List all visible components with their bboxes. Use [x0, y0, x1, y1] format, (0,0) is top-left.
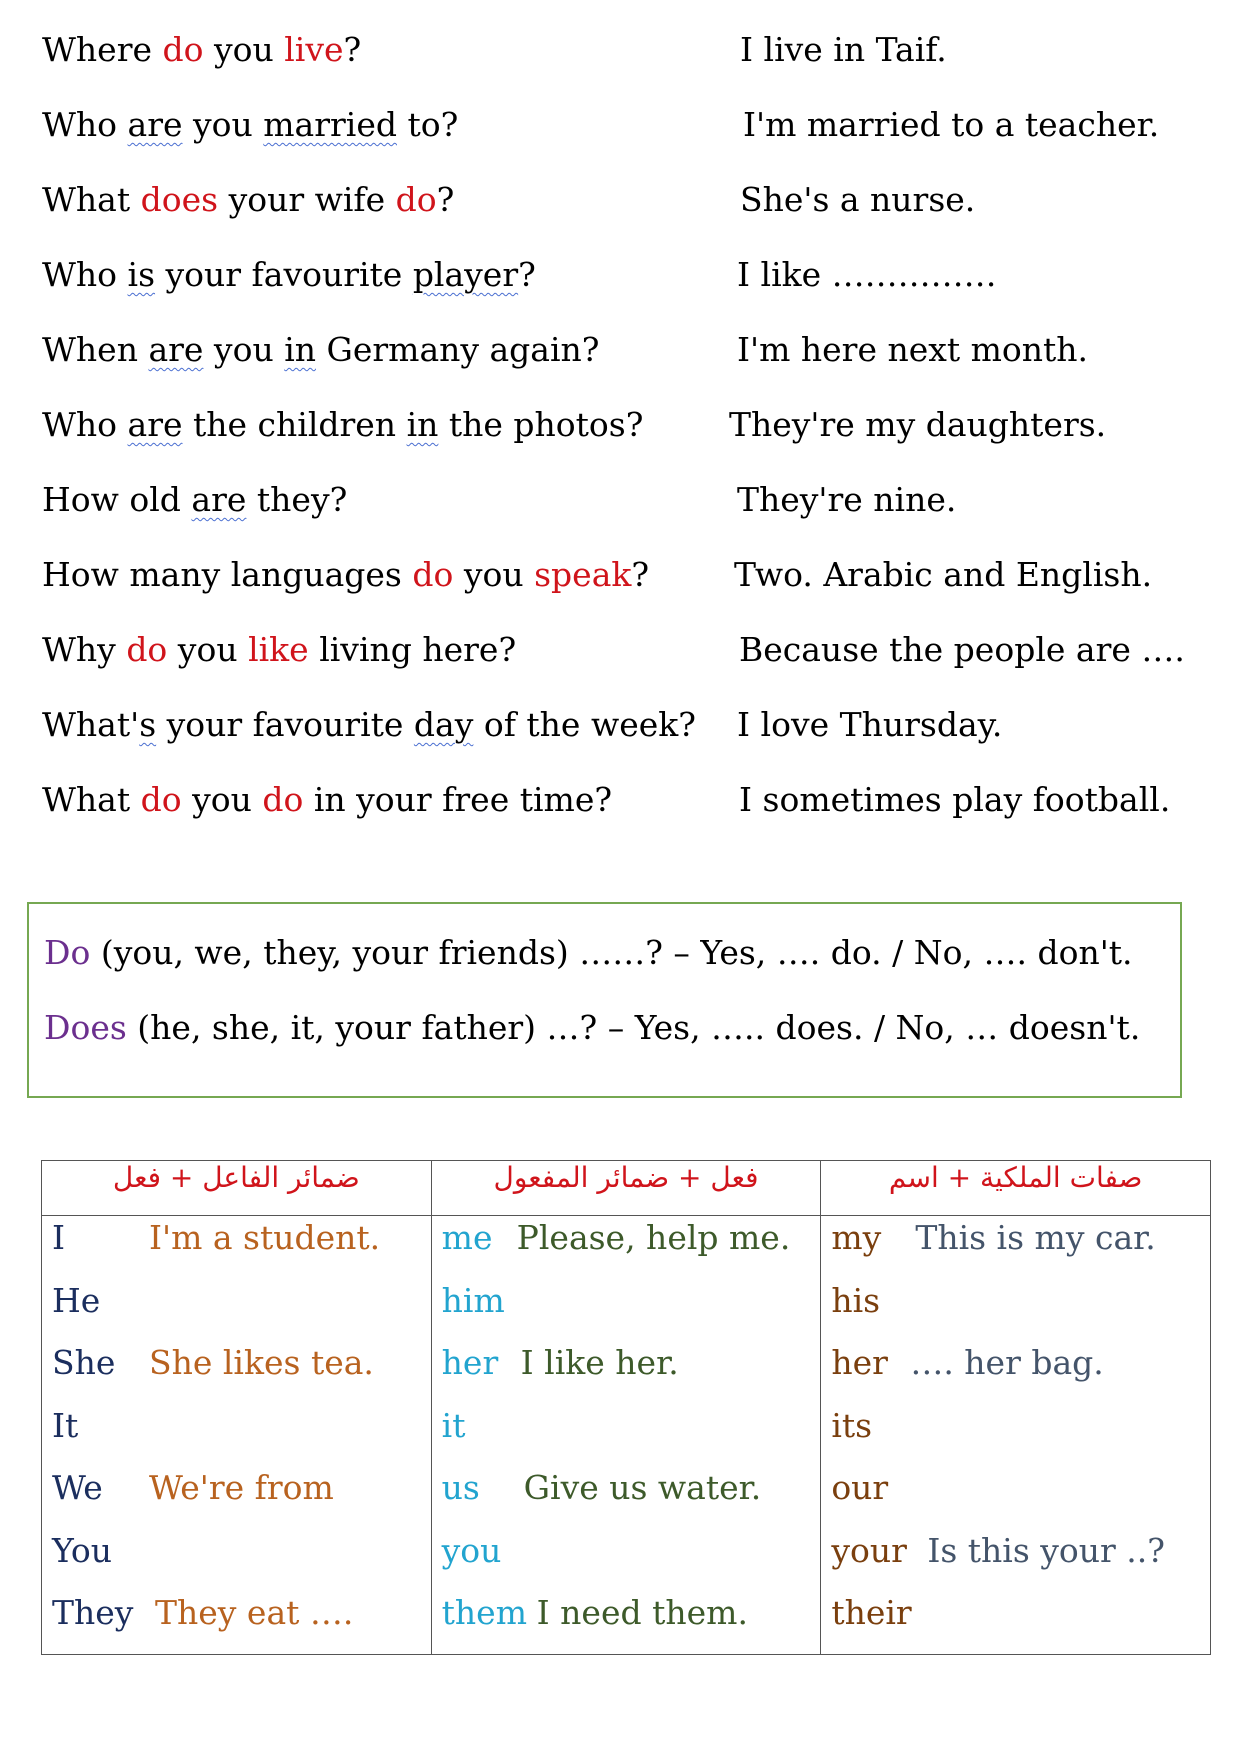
question: Who is your favourite player? [42, 255, 536, 294]
qa-row-7 [0, 478, 1241, 528]
object-pronoun-column [431, 1216, 821, 1655]
subject-pronoun: I [52, 1218, 66, 1257]
qa-row-10 [0, 703, 1241, 753]
object-pronoun: her [441, 1343, 499, 1382]
possessive-pronoun: my [831, 1218, 882, 1257]
object-row [432, 1404, 821, 1467]
possessive-adjective-column [821, 1216, 1211, 1655]
object-row [432, 1591, 821, 1654]
possessive-pronoun: its [831, 1405, 873, 1445]
object-pronoun: me [441, 1218, 493, 1257]
subject-pronoun: We [52, 1468, 103, 1507]
possessive-pronoun: your [831, 1530, 907, 1570]
possessive-row [821, 1591, 1210, 1654]
header-object-pronouns: فعل + ضمائر المفعول [431, 1161, 821, 1216]
subject-row [42, 1529, 431, 1592]
subject-pronoun: She [52, 1343, 116, 1382]
subject-pronoun: You [52, 1530, 113, 1570]
object-example: Please, help me. [516, 1218, 791, 1257]
possessive-row [821, 1341, 1210, 1404]
subject-example: We're from [149, 1468, 334, 1507]
pronoun-table [41, 1160, 1211, 1655]
possessive-row [821, 1466, 1210, 1529]
answer: I'm here next month. [737, 330, 1089, 369]
subject-row [42, 1591, 431, 1654]
qa-row-4 [0, 253, 1241, 303]
possessive-pronoun: her [831, 1343, 888, 1382]
question: Who are the children in the photos? [42, 405, 644, 444]
possessive-example: Is this your ..? [927, 1530, 1165, 1570]
possessive-example: This is my car. [915, 1218, 1156, 1257]
object-example: Give us water. [523, 1468, 762, 1507]
object-row [432, 1279, 821, 1342]
answer: I'm married to a teacher. [743, 105, 1160, 144]
object-pronoun: you [441, 1530, 502, 1570]
qa-row-6 [0, 403, 1241, 453]
qa-row-3 [0, 178, 1241, 228]
possessive-row [821, 1529, 1210, 1592]
subject-row [42, 1404, 431, 1467]
object-row [432, 1216, 821, 1279]
question: What do you do in your free time? [42, 780, 613, 819]
qa-row-1 [0, 28, 1241, 78]
subject-pronoun-column [42, 1216, 432, 1655]
answer: I like …………… [737, 255, 997, 294]
question: When are you in Germany again? [42, 330, 600, 369]
object-pronoun: him [441, 1280, 505, 1320]
possessive-pronoun: his [831, 1280, 881, 1320]
do-does-rule-box [27, 902, 1182, 1098]
subject-pronoun: They [52, 1593, 134, 1632]
do-rule: Do (you, we, they, your friends) ……? – Yes, …. do. / No, …. don't. [44, 933, 1133, 972]
answer: Two. Arabic and English. [734, 555, 1153, 594]
answer: Because the people are …. [739, 630, 1185, 669]
answer: They're my daughters. [729, 405, 1107, 444]
possessive-row [821, 1404, 1210, 1467]
answer: I love Thursday. [737, 705, 1003, 744]
does-rule: Does (he, she, it, your father) …? – Yes, ….. does. / No, … doesn't. [44, 1008, 1141, 1047]
object-row [432, 1529, 821, 1592]
qa-row-11 [0, 778, 1241, 828]
subject-example: They eat …. [155, 1593, 354, 1632]
question: What's your favourite day of the week? [42, 705, 696, 744]
qa-row-8 [0, 553, 1241, 603]
answer: She's a nurse. [740, 180, 976, 219]
subject-row [42, 1279, 431, 1342]
subject-row [42, 1216, 431, 1279]
question: How many languages do you speak? [42, 555, 650, 594]
object-pronoun: them [441, 1593, 527, 1632]
object-row [432, 1466, 821, 1529]
object-row [432, 1341, 821, 1404]
subject-example: She likes tea. [149, 1343, 374, 1382]
possessive-pronoun: their [831, 1593, 912, 1632]
object-example: I like her. [520, 1343, 679, 1382]
question: What does your wife do? [42, 180, 455, 219]
possessive-row [821, 1216, 1210, 1279]
question: Who are you married to? [42, 105, 459, 144]
answer: They're nine. [737, 480, 957, 519]
possessive-example: …. her bag. [910, 1343, 1104, 1382]
header-possessive-adjectives: صفات الملكية + اسم [821, 1161, 1211, 1216]
subject-example: I'm a student. [149, 1218, 381, 1257]
qa-row-5 [0, 328, 1241, 378]
header-subject-pronouns: ضمائر الفاعل + فعل [42, 1161, 432, 1216]
qa-row-2 [0, 103, 1241, 153]
possessive-pronoun: our [831, 1468, 889, 1507]
possessive-row [821, 1279, 1210, 1342]
question: Why do you like living here? [42, 630, 517, 669]
object-example: I need them. [536, 1593, 748, 1632]
subject-row [42, 1341, 431, 1404]
answer: I sometimes play football. [739, 780, 1171, 819]
qa-row-9 [0, 628, 1241, 678]
object-pronoun: it [441, 1405, 466, 1445]
object-pronoun: us [441, 1468, 480, 1507]
question: Where do you live? [42, 30, 362, 69]
question: How old are they? [42, 480, 348, 519]
subject-pronoun: It [52, 1405, 79, 1445]
subject-row [42, 1466, 431, 1529]
subject-pronoun: He [52, 1280, 101, 1320]
answer: I live in Taif. [740, 30, 947, 69]
